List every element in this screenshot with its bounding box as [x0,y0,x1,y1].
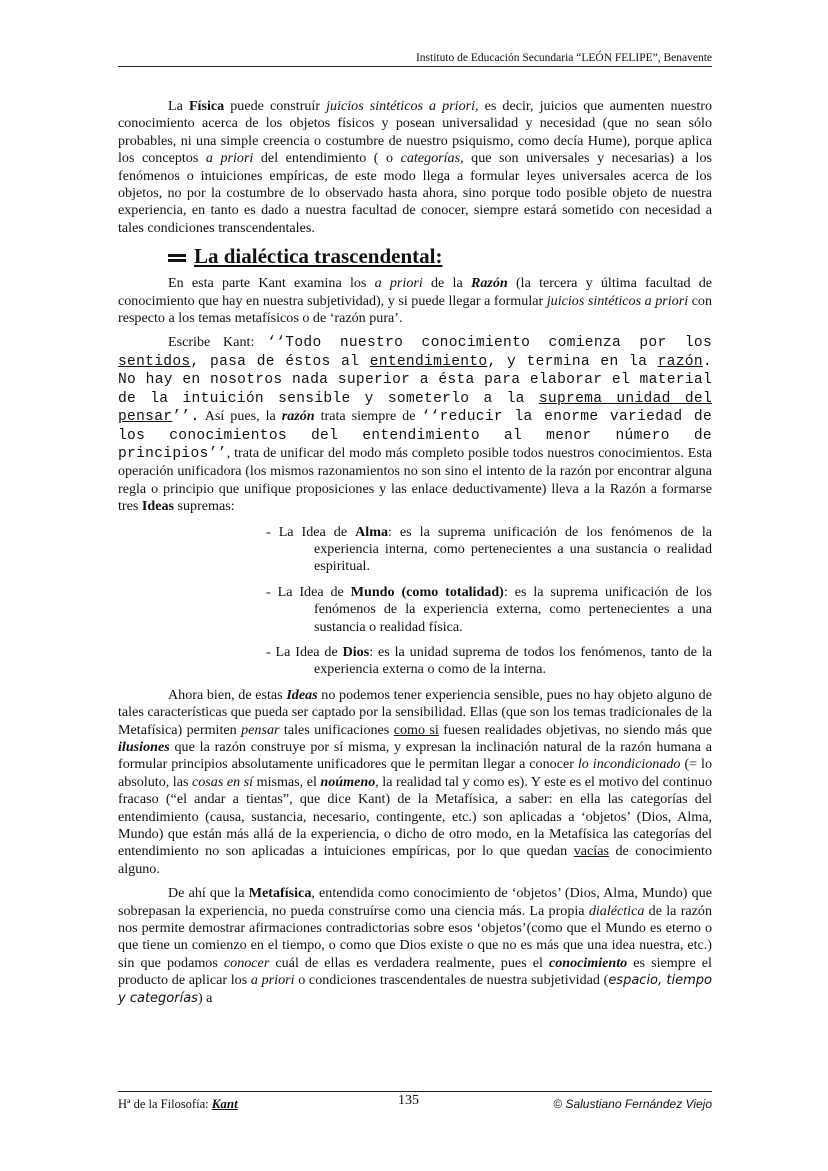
idea-dios: - La Idea de Dios: es la unidad suprema de todos los fenómenos, tanto de la experiencia externa o como de la interna. [266,643,712,678]
term-razon: Razón [470,275,508,292]
term-categorias: categorías [400,150,461,167]
idea-mundo: - La Idea de Mundo (como totalidad): es la suprema unificación de los fenómenos de la experiencia externa, como pertenecientes a una sustancia o realidad física. [266,583,712,635]
term-ideas: Ideas [141,498,174,515]
kant-quote-2: ‘‘reducir la enorme variedad de los conocimientos del entendimiento al menor número de principios’’ [118,409,712,462]
arrow-icon [168,253,188,263]
kant-quote-1: ‘‘Todo nuestro conocimiento comienza por los sentidos, pasa de éstos al entendimiento, y termina en la razón. No hay en nosotros nada superior a ésta para elaborar el material de la intuición sensible y someterlo a la suprema unidad del pensar’’. [118,335,713,426]
term-a-priori: a priori [205,150,254,167]
ideas-list [266,524,712,679]
term-juicios: juicios sintéticos a priori [326,98,476,114]
institution-name: Instituto de Educación Secundaria “LEÓN FELIPE”, Benavente [415,52,712,64]
header-rule [118,66,712,67]
paragraph-razon: En esta parte Kant examina los a priori de la Razón (la tercera y última facultad de conocimiento que hay en nuestra subjetividad), y si puede llegar a formular juicios sintéticos a priori con respecto a los temas metafísicos o de ‘razón pura’. [118,275,713,327]
paragraph-ilusiones: Ahora bien, de estas Ideas no podemos tener experiencia sensible, pues no hay objeto alguno de tales características que pueda ser captado por la sensibilidad. Ellas (que son los temas tradicionales de la Metafísica) permiten pensar tales unificaciones como si fuesen realidades objetivas, no siendo más que ilusiones que la razón construye por sí misma, y expresan la inclinación natural de la razón humana a formular principios absolutamente unificadores que le permitan llegar a conocer lo incondicionado (= lo absoluto, las cosas en sí mismas, el noúmeno, la realidad tal y como es). Y este es el motivo del continuo fracaso (“el andar a tientas”, que dice Kant) de la Metafísica, a saber: en ella las categorías del entendimiento (causa, sustancia, necesario, contingente, etc.) son aplicadas a ‘objetos’ (Dios, Alma, Mundo) que están más allá de la experiencia, o dicho de otro modo, en la Metafísica las categorías del entendimiento no son aplicadas a intuiciones empíricas, por lo que quedan vacías de conocimiento alguno. [118,686,713,877]
idea-alma: - La Idea de Alma: es la suprema unificación de los fenómenos de la experiencia interna, como pertenecientes a una sustancia o realidad espiritual. [266,523,712,575]
page-body [118,98,712,1007]
paragraph-kant-quote: Escribe Kant: ‘‘Todo nuestro conocimiento comienza por los sentidos, pasa de éstos al entendimiento, y termina en la razón. No hay en nosotros nada superior a ésta para elaborar el material de la intuición sensible y someterlo a la suprema unidad del pensar’’. Así pues, la razón trata siempre de ‘‘reducir la enorme variedad de los conocimientos del entendimiento al menor número de principios’’, trata de unificar del modo más completo posible todos nuestros conocimientos. Esta operación unificadora (los mismos razonamientos no son sino el intento de la razón por encontrar alguna regla o principio que unifique proposiciones y las enlace deductivamente) lleva a la Razón a formarse tres Ideas supremas: [118,334,713,515]
section-heading [168,243,712,269]
paragraph-metafisica: De ahí que la Metafísica, entendida como conocimiento de ‘objetos’ (Dios, Alma, Mundo) que sobrepasan la experiencia, no pueda construírse como una ciencia más. La propia dialéctica de la razón nos permite demostrar afirmaciones contradictorias sobre esos ‘objetos’(como que el Mundo es eterno o que tiene un comienzo en el tiempo, o como que Dios existe o que no es más que una idea nuestra, etc.) sin que podamos conocer cuál de ellas es verdadera realmente, pues el conocimiento es siempre el producto de aplicar los a priori o condiciones trascendentales de nuestra subjetividad (espacio, tiempo y categorías) a [118,885,713,1006]
page-header [118,52,712,64]
section-heading-text: La dialéctica trascendental: [194,244,443,269]
footer-course: Hª de la Filosofía: Kant [118,1096,238,1111]
page-number: 135 [398,1093,419,1108]
term-fisica: Física [188,98,225,114]
footer-rule [118,1091,712,1092]
footer-author-kant: Kant [211,1096,238,1111]
paragraph-fisica: La Física puede construír juicios sintéticos a priori, es decir, juicios que aumenten nuestro conocimiento acerca de los objetos físicos y posean universalidad y necesidad (que no sean sólo probables, ni una simple creencia o costumbre de nuestro psiquismo, como decía Hume), porque aplica los conceptos a priori del entendimiento ( o categorías, que son universales y necesarias) a los fenómenos o intuiciones empíricas, de este modo llega a formular leyes universales acerca de los objetos, no por la costumbre de lo observado hasta ahora, sino porque todo posible objeto de nuestra experiencia, en tanto es dado a nuestra facultad de conocer, siempre estará sometido con necesidad a tales condiciones transcendentales. [118,98,712,236]
footer-copyright: © Salustiano Fernández Viejo [553,1097,712,1111]
